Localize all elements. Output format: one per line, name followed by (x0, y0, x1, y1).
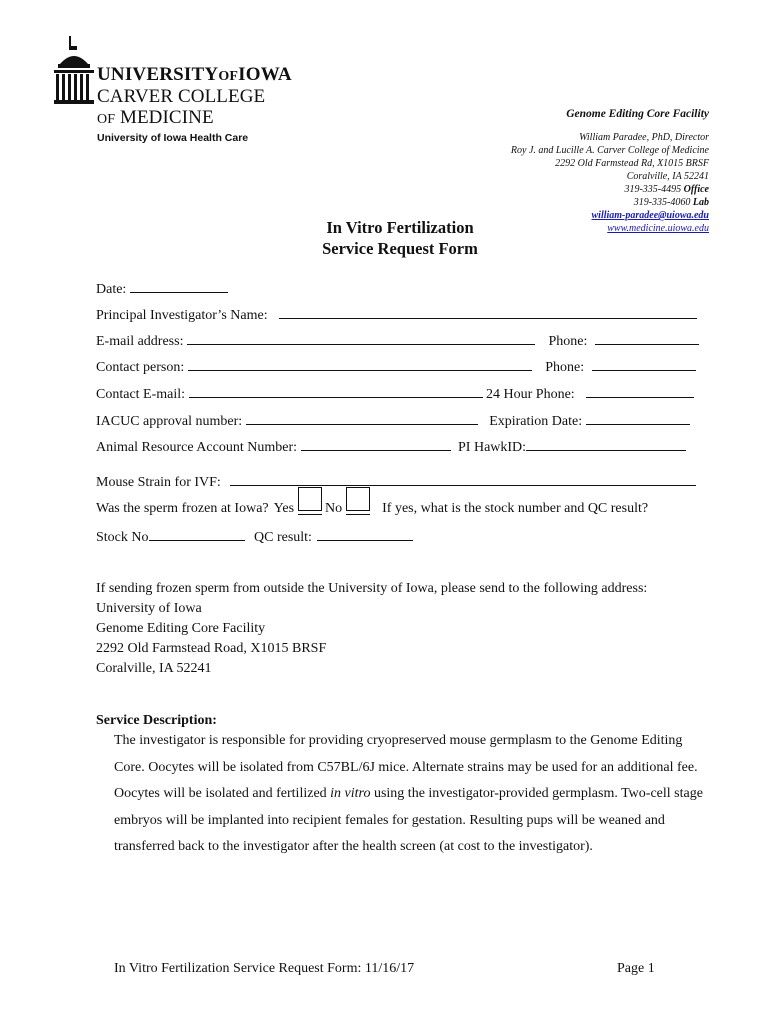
street-address: 2292 Old Farmstead Rd, X1015 BRSF (555, 158, 709, 169)
yes-checkbox[interactable] (298, 487, 322, 511)
shipping-line: Coralville, IA 52241 (96, 661, 212, 676)
date-field: Date: (96, 279, 228, 298)
stock-no-input[interactable] (149, 527, 245, 541)
health-care-label: University of Iowa Health Care (97, 132, 249, 144)
email-field: E-mail address: Phone: (96, 331, 699, 350)
contact-email-field: Contact E-mail: 24 Hour Phone: (96, 384, 694, 403)
sperm-frozen-field: Was the sperm frozen at Iowa? Yes No If yes, what is the stock number and QC result? (96, 483, 648, 517)
director-name: William Paradee, PhD, Director (579, 132, 709, 143)
contact-person-field: Contact person: Phone: (96, 357, 696, 376)
shipping-line: Genome Editing Core Facility (96, 621, 266, 636)
email-input[interactable] (187, 331, 535, 345)
iacuc-input[interactable] (246, 411, 478, 425)
shipping-line: University of Iowa (96, 601, 202, 616)
city-address: Coralville, IA 52241 (626, 171, 709, 182)
iacuc-field: IACUC approval number: Expiration Date: (96, 411, 690, 430)
college-name: Roy J. and Lucille A. Carver College of Medicine (510, 145, 709, 156)
service-description: The investigator is responsible for providing cryopreserved mouse germplasm to the Genome Editing Core. Oocytes will be isolated from C57BL/6J mice. Alternate strains may be used for an additional fee. Oocytes will be isolated and fertilized in vitro using the investigator-provided germplasm. Two-cell stage embryos will be implanted into recipient females for gestation. Resulting pups will be weaned and transferred back to the investigator after the health screen (at cost to the investigator). (114, 733, 703, 854)
no-checkbox[interactable] (346, 487, 370, 511)
account-input[interactable] (301, 437, 451, 451)
shipping-block (96, 579, 647, 679)
lab-phone: 319-335-4060 Lab (633, 197, 709, 208)
phone-input[interactable] (595, 331, 699, 345)
logo-college-text: CARVER COLLEGE (97, 86, 266, 107)
account-field: Animal Resource Account Number: PI HawkID: (96, 437, 686, 456)
facility-name: Genome Editing Core Facility (566, 108, 709, 120)
shipping-intro: If sending frozen sperm from outside the University of Iowa, please send to the following address: (96, 581, 648, 596)
expiration-input[interactable] (586, 411, 690, 425)
contact-block (511, 108, 709, 235)
old-capitol-icon (52, 34, 96, 106)
website-link[interactable]: www.medicine.uiowa.edu (607, 223, 709, 234)
date-input[interactable] (130, 279, 228, 293)
logo-university-text: UNIVERSITYOFIOWA (97, 64, 292, 85)
contact-email-input[interactable] (189, 384, 483, 398)
pi-name-field: Principal Investigator’s Name: (96, 305, 697, 324)
hour-phone-input[interactable] (586, 384, 694, 398)
office-phone: 319-335-4495 Office (624, 184, 709, 195)
contact-person-input[interactable] (188, 357, 532, 371)
service-heading: Service Description: (96, 713, 217, 728)
contact-phone-input[interactable] (592, 357, 696, 371)
hawkid-input[interactable] (526, 437, 686, 451)
email-link[interactable]: william-paradee@uiowa.edu (591, 210, 709, 221)
form-title: In Vitro Fertilization Service Request Form (322, 218, 478, 258)
qc-result-input[interactable] (317, 527, 413, 541)
page-number: Page 1 (617, 961, 655, 976)
pi-name-input[interactable] (279, 305, 697, 319)
logo-medicine-text: OF MEDICINE (97, 107, 214, 128)
mouse-strain-field: Mouse Strain for IVF: (96, 472, 696, 491)
stock-qc-field: Stock No QC result: (96, 527, 413, 546)
shipping-line: 2292 Old Farmstead Road, X1015 BRSF (96, 641, 327, 656)
footer-form-name: In Vitro Fertilization Service Request Form: 11/16/17 (114, 961, 415, 976)
